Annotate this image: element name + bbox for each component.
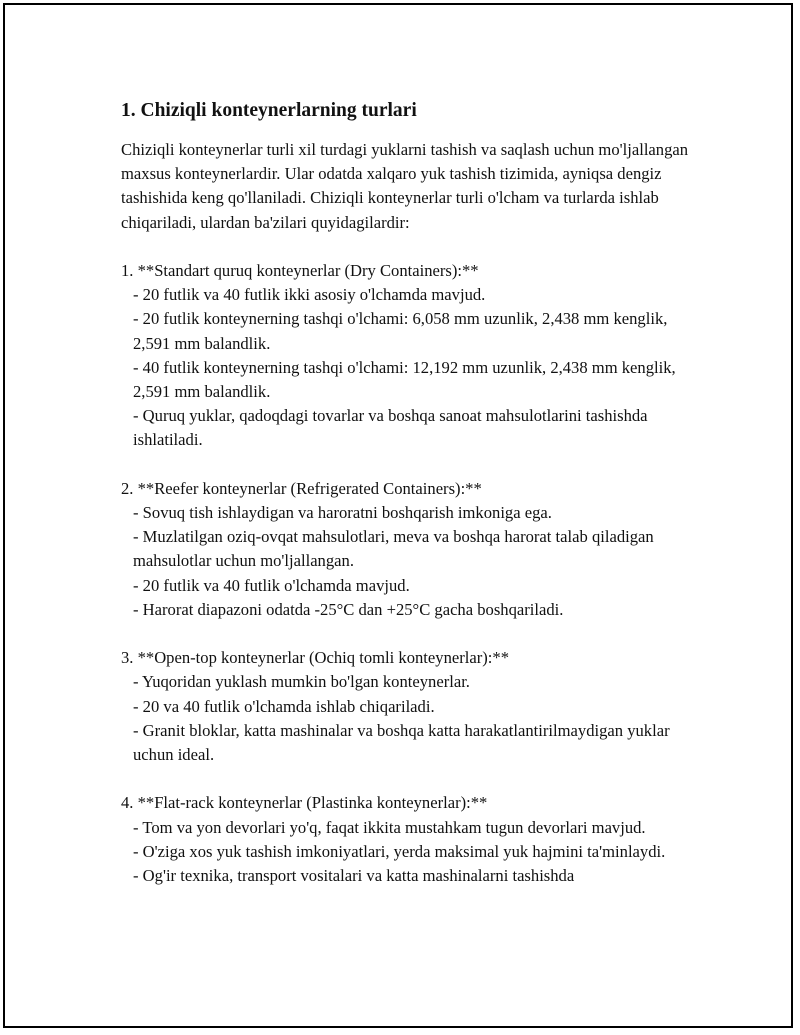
- intro-paragraph: Chiziqli konteynerlar turli xil turdagi yuklarni tashish va saqlash uchun mo'ljallangan maxsus konteynerlardir. Ular odatda xalqaro yuk tashish tizimida, ayniqsa dengiz tashishida keng qo'llaniladi. Chiziqli konteynerlar turli o'lcham va turlarda ishlab chiqariladi, ulardan ba'zilari quyidagilardir:: [121, 140, 689, 232]
- list-item: - O'ziga xos yuk tashish imkoniyatlari, yerda maksimal yuk hajmini ta'minlaydi.: [133, 841, 666, 861]
- document-content: [121, 98, 691, 888]
- list-section-2: [121, 477, 691, 622]
- list-item: - 20 va 40 futlik o'lchamda ishlab chiqariladi.: [133, 696, 435, 716]
- list-item: - Quruq yuklar, qadoqdagi tovarlar va boshqa sanoat mahsulotlarini tashishda ishlatiladi.: [133, 406, 652, 450]
- list-item: - Sovuq tish ishlaydigan va haroratni boshqarish imkoniga ega.: [133, 503, 552, 523]
- list-item: - Muzlatilgan oziq-ovqat mahsulotlari, meva va boshqa harorat talab qiladigan mahsulotlar uchun mo'ljallangan.: [133, 527, 658, 571]
- document-page: [3, 3, 793, 1028]
- section-heading: 1. Chiziqli konteynerlarning turlari: [121, 100, 417, 121]
- list-item: - Og'ir texnika, transport vositalari va katta mashinalarni tashishda: [133, 866, 575, 886]
- list-item: - 20 futlik va 40 futlik o'lchamda mavjud.: [133, 575, 410, 595]
- list-section-title: 4. **Flat-rack konteynerlar (Plastinka konteynerlar):**: [121, 793, 488, 813]
- list-section-title: 2. **Reefer konteynerlar (Refrigerated Containers):**: [121, 478, 482, 498]
- list-item: - 20 futlik konteynerning tashqi o'lchami: 6,058 mm uzunlik, 2,438 mm kenglik, 2,591 mm balandlik.: [133, 309, 672, 353]
- list-item: - 40 futlik konteynerning tashqi o'lchami: 12,192 mm uzunlik, 2,438 mm kenglik, 2,591 mm balandlik.: [133, 357, 680, 402]
- list-section-3: [121, 646, 691, 767]
- list-item: - Granit bloklar, katta mashinalar va boshqa katta harakatlantirilmaydigan yuklar uchun ideal.: [133, 720, 674, 765]
- list-section-title: 3. **Open-top konteynerlar (Ochiq tomli konteynerlar):**: [121, 648, 510, 668]
- list-item: - Harorat diapazoni odatda -25°C dan +25°C gacha boshqariladi.: [133, 599, 564, 619]
- list-section-1: [121, 259, 691, 453]
- list-item: - Tom va yon devorlari yo'q, faqat ikkita mustahkam tugun devorlari mavjud.: [133, 817, 646, 837]
- list-item: - 20 futlik va 40 futlik ikki asosiy o'lchamda mavjud.: [133, 285, 486, 305]
- list-section-4: [121, 791, 691, 888]
- list-item: - Yuqoridan yuklash mumkin bo'lgan konteynerlar.: [133, 672, 470, 692]
- list-section-title: 1. **Standart quruq konteynerlar (Dry Containers):**: [121, 261, 479, 280]
